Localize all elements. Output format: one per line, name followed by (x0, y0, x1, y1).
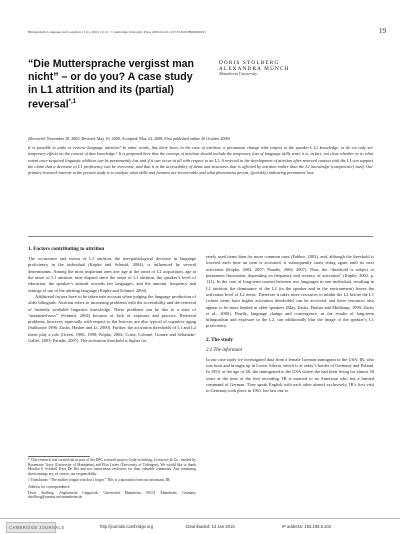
section-divider (28, 236, 373, 237)
author-name: ALEXANDRA MÜNCH (219, 66, 290, 73)
download-footer (0, 518, 400, 534)
subsection-2-1-heading: 2.1 The informant (206, 347, 242, 353)
footnotes (28, 458, 196, 502)
footnote-acknowledgement: * This research was carried out as part of the DFG research project Code-switching, Crossover & Co., headed by Rosemarie Tracy (University of Mannheim) and Elsa Lattey (University of Tübingen). We would like to thank Monika S. Schmid, Kees De Bot and two anonymous reviewers for their valuable comments. Any remaining shortcomings are, of course, our responsibility. (28, 458, 196, 477)
correspondence-address: Doris Stolberg, Anglistische Linguistik, Universität Mannheim, 68131 Mannheim, Germany dstolberg@rumms.uni-mannheim.de (28, 490, 196, 500)
page-number: 19 (379, 27, 386, 35)
body-paragraph: Additional factors have to be taken into account when judging the language production of older bilinguals. Attrition refers to increasing problems with the accessibility and the retrieval of formerly available linguistic knowledge. These problems can be due to a state of “untrained-ness” (Schmid, 2004) because of lack of exposure and practice. Retrieval problems, however, especially with respect to the lexicon, are also typical of cognitive aging (Salthouse 1996; Zacks, Hasher and Li, 2000). Further, the activation thresholds of L1 and L2 items play a role (Green, 1986, 1998; Köpke, 2002; Costa, Colomé, Gomez and Sebastián-Gallés, 2003; Paradis, 2007). The activation threshold is higher for (28, 293, 196, 344)
correspondence-heading: Address for correspondence: (28, 484, 71, 489)
ip-address: IP address: 193.196.8.102 (282, 524, 332, 529)
journals-link[interactable]: http://journals.cambridge.org (100, 524, 154, 529)
section-2-heading: 2. The study (206, 336, 234, 343)
title-footnote-marker: *,1 (68, 99, 76, 106)
logo-label: CAMBRIDGE JOURNALS (9, 524, 65, 530)
right-column (206, 254, 374, 395)
body-paragraph: In our case study we investigated data from a female German immigrant to the USA. IB, who was born and brought up in Lower Silesia, which is at today’s border of Germany and Poland. In 1953, at the age of 28, she immigrated to the USA where she had been living for almost 50 years at the time of the first recording. IB is married to an American who has a limited command of German. They speak English with each other almost exclusively. IB’s first visit to Germany took place in 1961, her last one to (206, 356, 374, 394)
body-paragraph: rarely used items than for more common ones (Fabbro, 2002), and, although the threshold is lowered each time an item is activated, it subsequently starts rising again until its next activation (Köpke, 2002, 2007; Paradis, 2004, 2007). Thus, the “threshold is subject to permanent fluctuation, depending on frequency and recency of activation” (Köpke, 2002, p. 121). In the case of long-term contact between two languages in one individual, resulting in L1 attrition, the dominance of the L2 (in the speaker and in the environment) leaves the activation level of L2 items. Therefore it takes more resources to inhibit the L2 before the L1 (where items have higher activation thresholds) can be accessed, and these resources also appear to be more limited in older speakers (May, Zacks, Hasher and Multhaup, 1999; Zacks et al., 2000). Finally, language change and convergence, as the results of long-term bilingualism and exposure to the L2, can additionally blur the image of the speaker’s L1 proficiency. (206, 254, 374, 329)
footnote-divider (28, 456, 90, 457)
cambridge-journals-logo[interactable] (6, 522, 65, 533)
section-1-heading: 1. Factors contributing to attrition (28, 246, 105, 252)
body-paragraph: The occurrence and extent of L1 attrition, the non-pathological decrease in language proficiency in the individual (Köpke and Schmid, 2004), is influenced by several determinants. Among the most important ones are: age at the onset of L2 acquisition, age at the onset of L1 attrition, time elapsed since the onset of L1 attrition, the speaker’s level of education, the speaker’s attitude towards her languages, and the amount, frequency and settings of use of the attriting language (Köpke and Schmid, 2004). (28, 256, 196, 293)
abstract: It is possible to undo or reverse language attrition? In other words, has there been, in the case of attrition, a permanent change with respect to the speaker’s L1 knowledge, or do we only see temporary effects on the control of that knowledge? It is proposed here that the concept of attrition should include the temporary loss of language skills since it is, in fact, not clear whether or to what extent once-acquired linguistic abilities can be permanently lost and if it can occur at all with respect to an L1. A reversal in the development of attrition after renewed contact with the L1 can support the claim that a decrease in L1 proficiency can be overcome, and that it is the accessibility of items and structures that is affected by attrition rather than the L1 knowledge (competence) itself. Our primary research interest in the present study is to analyze what skills and features are recoverable and what phenomena persist, (possibly) indicating permanent loss. (28, 145, 373, 176)
author-affiliation: Mannheim University (219, 71, 258, 76)
left-column (28, 246, 196, 344)
received-dates: (Received: November 28, 2005; Revised: May 16, 2008; Accepted: May 24, 2008; First published online 26 October 2009) (28, 136, 230, 141)
footnote-translation: 1 Translation: “The mother tongue you don’t forget.” This is a quotation from our informant, IB. (28, 478, 171, 483)
author-name: DORIS STOLBERG (219, 60, 280, 66)
running-head: Bilingualism: Language and Cognition 13 (1), 2010, 19–31 © Cambridge University Press 2009 doi:10.1017/S1366728909990253 (28, 30, 206, 34)
article-title (28, 58, 198, 112)
download-date: Downloaded: 13 Jan 2015 (186, 524, 235, 529)
article-title-text: “Die Muttersprache vergisst man nicht” – or do you? A case study in L1 attrition and its (partial) reversal (28, 58, 195, 111)
